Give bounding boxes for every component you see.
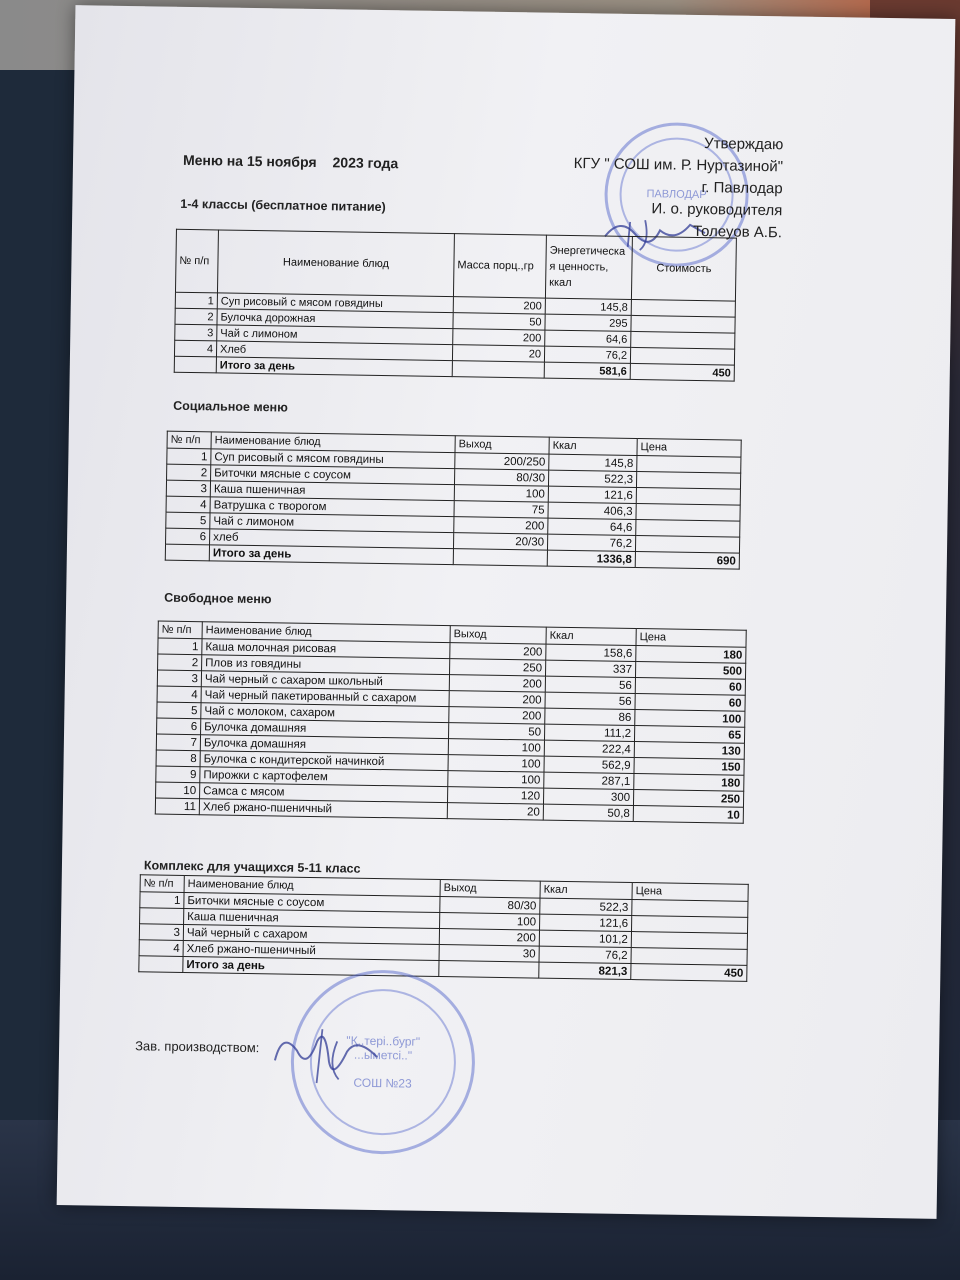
table-header: Наименование блюд	[217, 230, 454, 297]
cell: 200	[453, 329, 545, 346]
cell: 3	[166, 480, 210, 497]
cell: 1	[158, 638, 202, 655]
cell: 80/30	[454, 469, 548, 486]
table-header: Выход	[450, 626, 546, 645]
table-header: Цена	[637, 439, 741, 458]
cell: 180	[634, 774, 744, 792]
cell: 100	[448, 739, 544, 757]
table-header: Цена	[632, 883, 748, 902]
table-header: № п/п	[140, 875, 184, 893]
table-header: Ккал	[549, 437, 637, 455]
cell	[631, 916, 747, 934]
cell: 100	[635, 710, 745, 728]
cell: 1	[175, 292, 217, 309]
cell: 20	[447, 803, 543, 821]
table-header: Наименование блюд	[202, 622, 450, 643]
title-date: Меню на 15 ноября	[182, 151, 317, 170]
cell: 3	[175, 324, 217, 341]
cell: 121,6	[540, 914, 632, 931]
approval-line-5: Толеуов А.Б.	[692, 222, 783, 242]
cell: 200	[453, 297, 545, 314]
cell: Чай черный с сахаром школьный	[201, 671, 449, 691]
cell: 250	[633, 790, 743, 808]
cell: 200	[439, 928, 539, 946]
cell: 145,8	[545, 298, 631, 315]
approval-line-2: КГУ " СОШ им. Р. Нуртазиной"	[573, 155, 784, 176]
cell: Каша молочная рисовая	[202, 639, 450, 659]
cell: 76,2	[547, 534, 635, 551]
stamp-text-1: "Қ..тері..бург"	[346, 1033, 421, 1049]
cell: 300	[543, 788, 633, 805]
cell: 200	[450, 643, 546, 661]
total-cost: 450	[630, 363, 734, 381]
cell: 56	[545, 692, 635, 709]
cell: 5	[166, 512, 210, 529]
cell: Чай с лимоном	[210, 513, 454, 533]
cell: 101,2	[539, 930, 631, 947]
cell: 5	[157, 702, 201, 719]
cell: 180	[636, 646, 746, 664]
cell	[631, 331, 735, 349]
cell: Чай черный с сахаром	[183, 924, 439, 944]
table-header: № п/п	[158, 621, 202, 639]
cell: Самса с мясом	[200, 783, 448, 803]
cell	[632, 900, 748, 918]
table-header: Масса порц.,гр	[453, 234, 546, 298]
cell: 287,1	[544, 772, 634, 789]
cell: 76,2	[544, 346, 630, 363]
cell: 562,9	[544, 756, 634, 773]
table-header: Выход	[455, 436, 549, 454]
cell: Суп рисовый с мясом говядины	[217, 293, 453, 313]
cell: 100	[454, 485, 548, 502]
cell: 64,6	[548, 518, 636, 535]
table-header: № п/п	[175, 229, 218, 293]
section3-heading: Свободное меню	[164, 590, 272, 607]
cell: 150	[634, 758, 744, 776]
cell: 406,3	[548, 502, 636, 519]
footer-label: Зав. производством:	[135, 1038, 260, 1056]
cell: 50,8	[543, 804, 633, 821]
cell: 9	[156, 766, 200, 783]
cell: 4	[157, 686, 201, 703]
cell	[140, 908, 184, 925]
cell: Булочка с кондитерской начинкой	[200, 751, 448, 771]
cell: Хлеб ржано-пшеничный	[199, 799, 447, 819]
section4-table	[138, 874, 748, 982]
cell: 56	[545, 676, 635, 693]
cell: Суп рисовый с мясом говядины	[211, 449, 455, 469]
total-cost: 690	[635, 552, 739, 570]
cell: 64,6	[545, 330, 631, 347]
cell: 2	[167, 464, 211, 481]
cell: 3	[139, 924, 183, 941]
cell: Ватрушка с творогом	[210, 497, 454, 517]
cell: 6	[157, 718, 201, 735]
cell: Биточки мясные с соусом	[211, 465, 455, 485]
cell: 6	[166, 528, 210, 545]
cell: 158,6	[546, 644, 636, 661]
cell: 2	[175, 308, 217, 325]
cell: 522,3	[540, 898, 632, 915]
cell: 65	[634, 726, 744, 744]
cell	[631, 948, 747, 966]
cell: 4	[174, 340, 216, 357]
cell: 4	[166, 496, 210, 513]
cell: хлеб	[210, 529, 454, 549]
total-kcal: 581,6	[544, 362, 630, 379]
cell: 200	[449, 675, 545, 693]
cell	[630, 347, 734, 365]
cell: 3	[157, 670, 201, 687]
table-header: Ккал	[540, 881, 632, 899]
section1-table	[174, 229, 737, 382]
cell: Каша пшеничная	[210, 481, 454, 501]
cell: 2	[158, 654, 202, 671]
page-title	[183, 152, 398, 171]
cell	[637, 456, 741, 474]
table-header: Выход	[440, 880, 540, 899]
cell: 145,8	[549, 454, 637, 471]
signature-bottom	[266, 1020, 387, 1092]
cell: 60	[635, 678, 745, 696]
cell: 76,2	[539, 946, 631, 963]
section3-table	[155, 621, 747, 824]
cell: Чай черный пакетированный с сахаром	[201, 687, 449, 707]
cell	[636, 504, 740, 522]
cell: 130	[634, 742, 744, 760]
title-year: 2023 года	[332, 154, 399, 172]
cell: 121,6	[548, 486, 636, 503]
cell: 10	[156, 782, 200, 799]
table-header: Стоимость	[631, 236, 736, 301]
section2-table	[165, 431, 742, 570]
cell: 4	[139, 940, 183, 957]
cell	[635, 536, 739, 554]
cell: Каша пшеничная	[184, 908, 440, 928]
cell: 100	[448, 755, 544, 773]
cell: 200/250	[455, 453, 549, 470]
cell	[631, 315, 735, 333]
cell: Пирожки с картофелем	[200, 767, 448, 787]
cell: 1	[167, 448, 211, 465]
cell: 50	[453, 313, 545, 330]
cell: 7	[156, 734, 200, 751]
cell: 522,3	[548, 470, 636, 487]
cell: 60	[635, 694, 745, 712]
approval-line-4: И. о. руководителя	[651, 200, 783, 220]
cell: 250	[450, 659, 546, 677]
cell	[636, 520, 740, 538]
cell: 30	[439, 944, 539, 962]
cell: 100	[448, 771, 544, 789]
cell: Хлеб	[216, 341, 452, 361]
cell: Хлеб ржано-пшеничный	[183, 940, 439, 960]
stamp-text-top: ПАВЛОДАР	[646, 188, 707, 202]
cell: 86	[545, 708, 635, 725]
cell: Булочка домашняя	[200, 735, 448, 755]
cell	[636, 488, 740, 506]
total-cost: 450	[631, 964, 747, 982]
stamp-text-3: СОШ №23	[353, 1075, 412, 1091]
cell: 200	[449, 707, 545, 725]
cell: 10	[633, 806, 743, 824]
cell	[636, 472, 740, 490]
section2-heading: Социальное меню	[173, 398, 288, 415]
cell: 337	[545, 660, 635, 677]
cell: 75	[454, 501, 548, 518]
cell: 100	[440, 912, 540, 930]
cell: Биточки мясные с соусом	[184, 892, 440, 912]
table-header: Наименование блюд	[184, 875, 440, 896]
cell: 1	[140, 892, 184, 909]
cell: Булочка домашняя	[201, 719, 449, 739]
stamp-text-2: ...ыметсі.."	[353, 1047, 413, 1063]
cell: 500	[635, 662, 745, 680]
cell: 20	[452, 345, 544, 362]
section4-heading: Комплекс для учащихся 5-11 класс	[143, 858, 361, 876]
table-header: Цена	[636, 629, 746, 648]
cell: 295	[545, 314, 631, 331]
table-header: Наименование блюд	[211, 432, 455, 453]
table-header: Ккал	[546, 627, 636, 645]
cell: 200	[454, 517, 548, 534]
cell: 80/30	[440, 896, 540, 914]
cell	[631, 932, 747, 950]
approval-block	[573, 131, 784, 244]
cell: 222,4	[544, 740, 634, 757]
cell: 50	[449, 723, 545, 741]
total-kcal: 1336,8	[547, 550, 635, 567]
cell: 11	[155, 798, 199, 815]
cell: 111,2	[544, 724, 634, 741]
cell: Чай с молоком, сахаром	[201, 703, 449, 723]
cell: 8	[156, 750, 200, 767]
total-label: Итого за день	[209, 545, 453, 565]
cell	[631, 299, 735, 317]
cell: 20/30	[453, 533, 547, 550]
total-kcal: 821,3	[539, 962, 631, 979]
cell: 120	[447, 787, 543, 805]
cell: Булочка дорожная	[217, 309, 453, 329]
table-header: № п/п	[167, 431, 211, 449]
table-header: Энергетическа я ценность, ккал	[545, 235, 632, 299]
cell: Чай с лимоном	[217, 325, 453, 345]
section1-heading: 1-4 классы (бесплатное питание)	[180, 196, 386, 215]
cell: Плов из говядины	[202, 655, 450, 675]
approval-line-3: г. Павлодар	[701, 179, 783, 198]
total-label: Итого за день	[216, 357, 452, 377]
cell: 200	[449, 691, 545, 709]
approval-line-1: Утверждаю	[703, 135, 784, 154]
total-label: Итого за день	[183, 956, 439, 976]
menu-document	[57, 5, 956, 1219]
